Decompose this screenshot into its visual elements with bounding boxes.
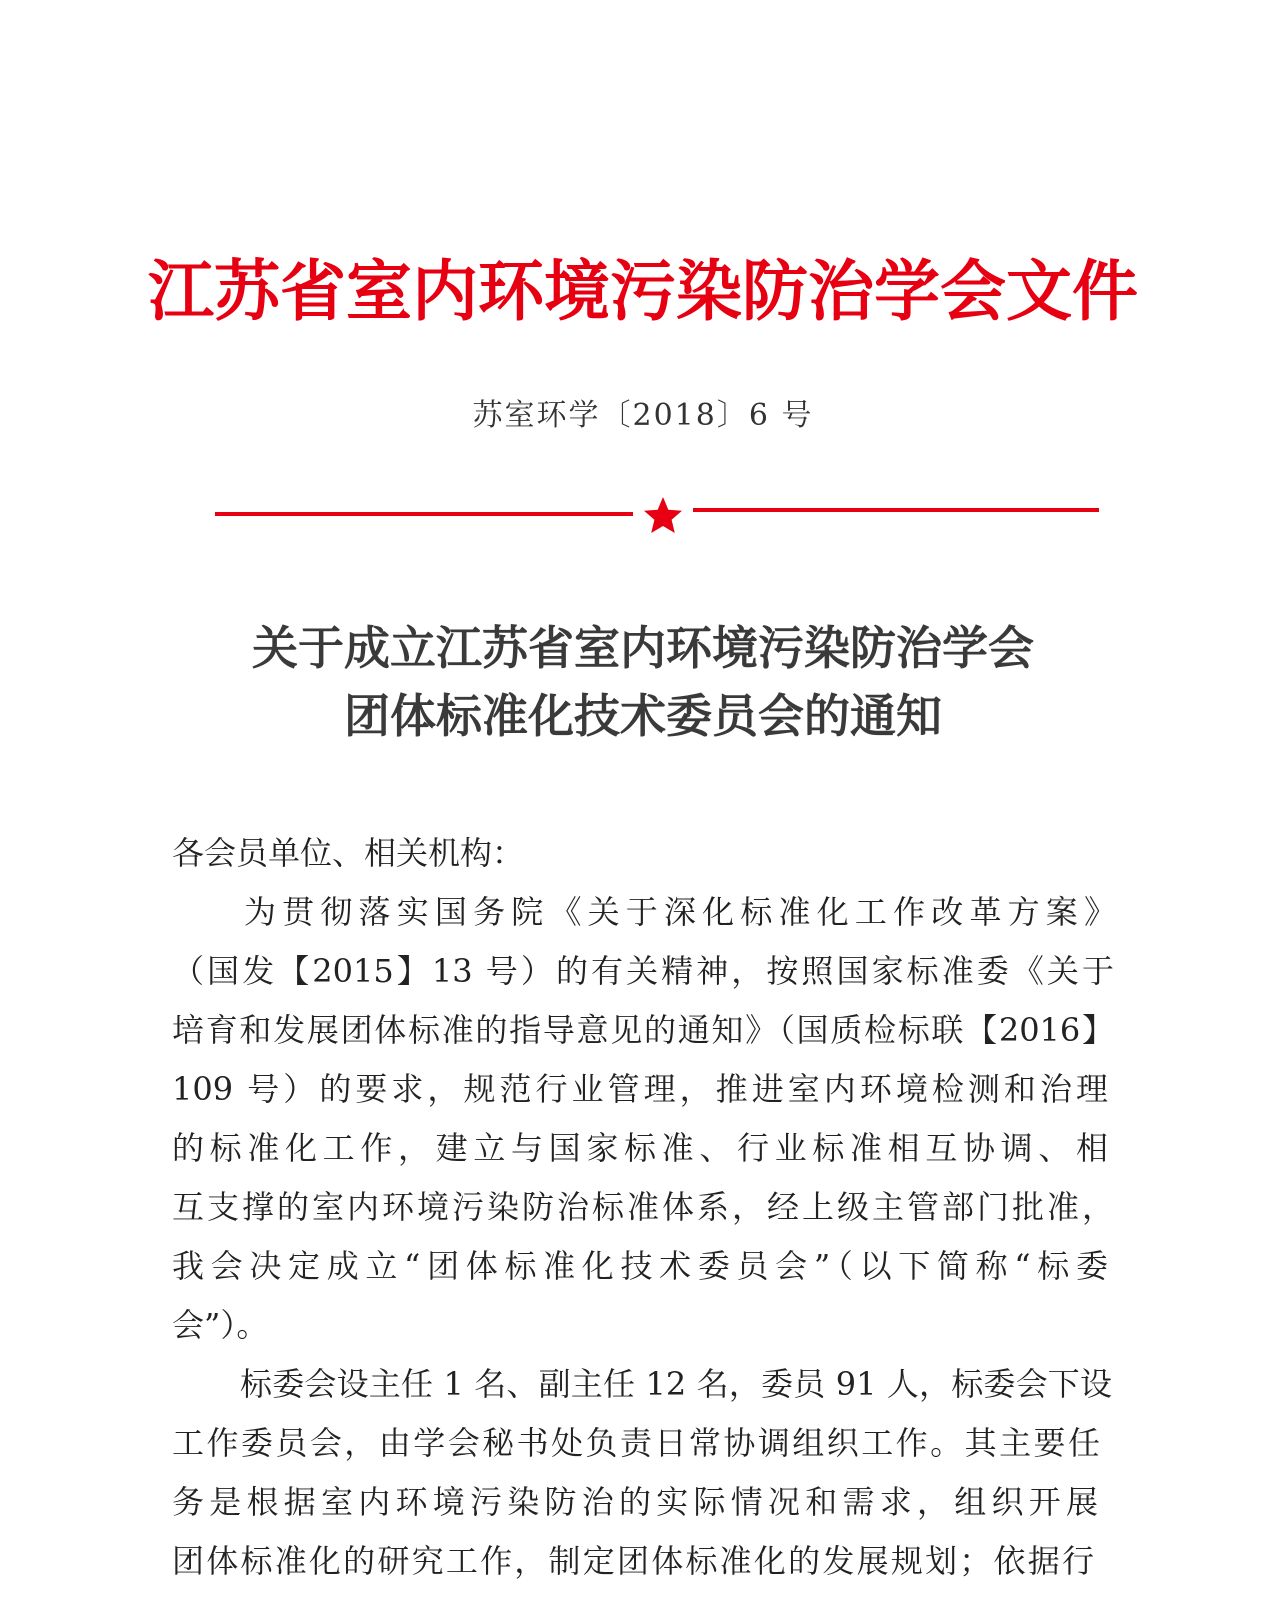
paragraph-line: 团体标准化的研究工作，制定团体标准化的发展规划；依据行 xyxy=(172,1542,1094,1580)
salutation: 各会员单位、相关机构： xyxy=(172,834,525,872)
document-number: 苏室环学〔2018〕6 号 xyxy=(472,398,814,433)
paragraph-line: 为贯彻落实国务院《关于深化标准化工作改革方案》 xyxy=(244,893,1116,931)
notice-title-line-1: 关于成立江苏省室内环境污染防治学会 xyxy=(252,621,1034,675)
paragraph-line: 互支撑的室内环境污染防治标准体系，经上级主管部门批准， xyxy=(172,1188,1114,1226)
document-header-title: 江苏省室内环境污染防治学会文件 xyxy=(148,252,1138,330)
paragraph-line: （国发【2015】13 号）的有关精神，按照国家标准委《关于 xyxy=(172,952,1114,990)
notice-title-line-2: 团体标准化技术委员会的通知 xyxy=(344,689,942,743)
paragraph-line: 标委会设主任 1 名、副主任 12 名，委员 91 人，标委会下设 xyxy=(240,1365,1112,1403)
paragraph-line: 工作委员会，由学会秘书处负责日常协调组织工作。其主要任 xyxy=(172,1424,1100,1462)
star-icon xyxy=(644,497,682,533)
paragraph-line: 务是根据室内环境污染防治的实际情况和需求，组织开展 xyxy=(172,1483,1098,1521)
paragraph-line: 我会决定成立“团体标准化技术委员会”（以下简称“标委 xyxy=(172,1247,1108,1285)
paragraph-line: 会”）。 xyxy=(172,1306,269,1344)
red-divider xyxy=(215,490,1110,540)
paragraph-line: 培育和发展团体标准的指导意见的通知》（国质检标联【2016】 xyxy=(172,1011,1114,1049)
paragraph-line: 109 号）的要求，规范行业管理，推进室内环境检测和治理 xyxy=(172,1070,1108,1108)
paragraph-line: 的标准化工作，建立与国家标准、行业标准相互协调、相 xyxy=(172,1129,1108,1167)
